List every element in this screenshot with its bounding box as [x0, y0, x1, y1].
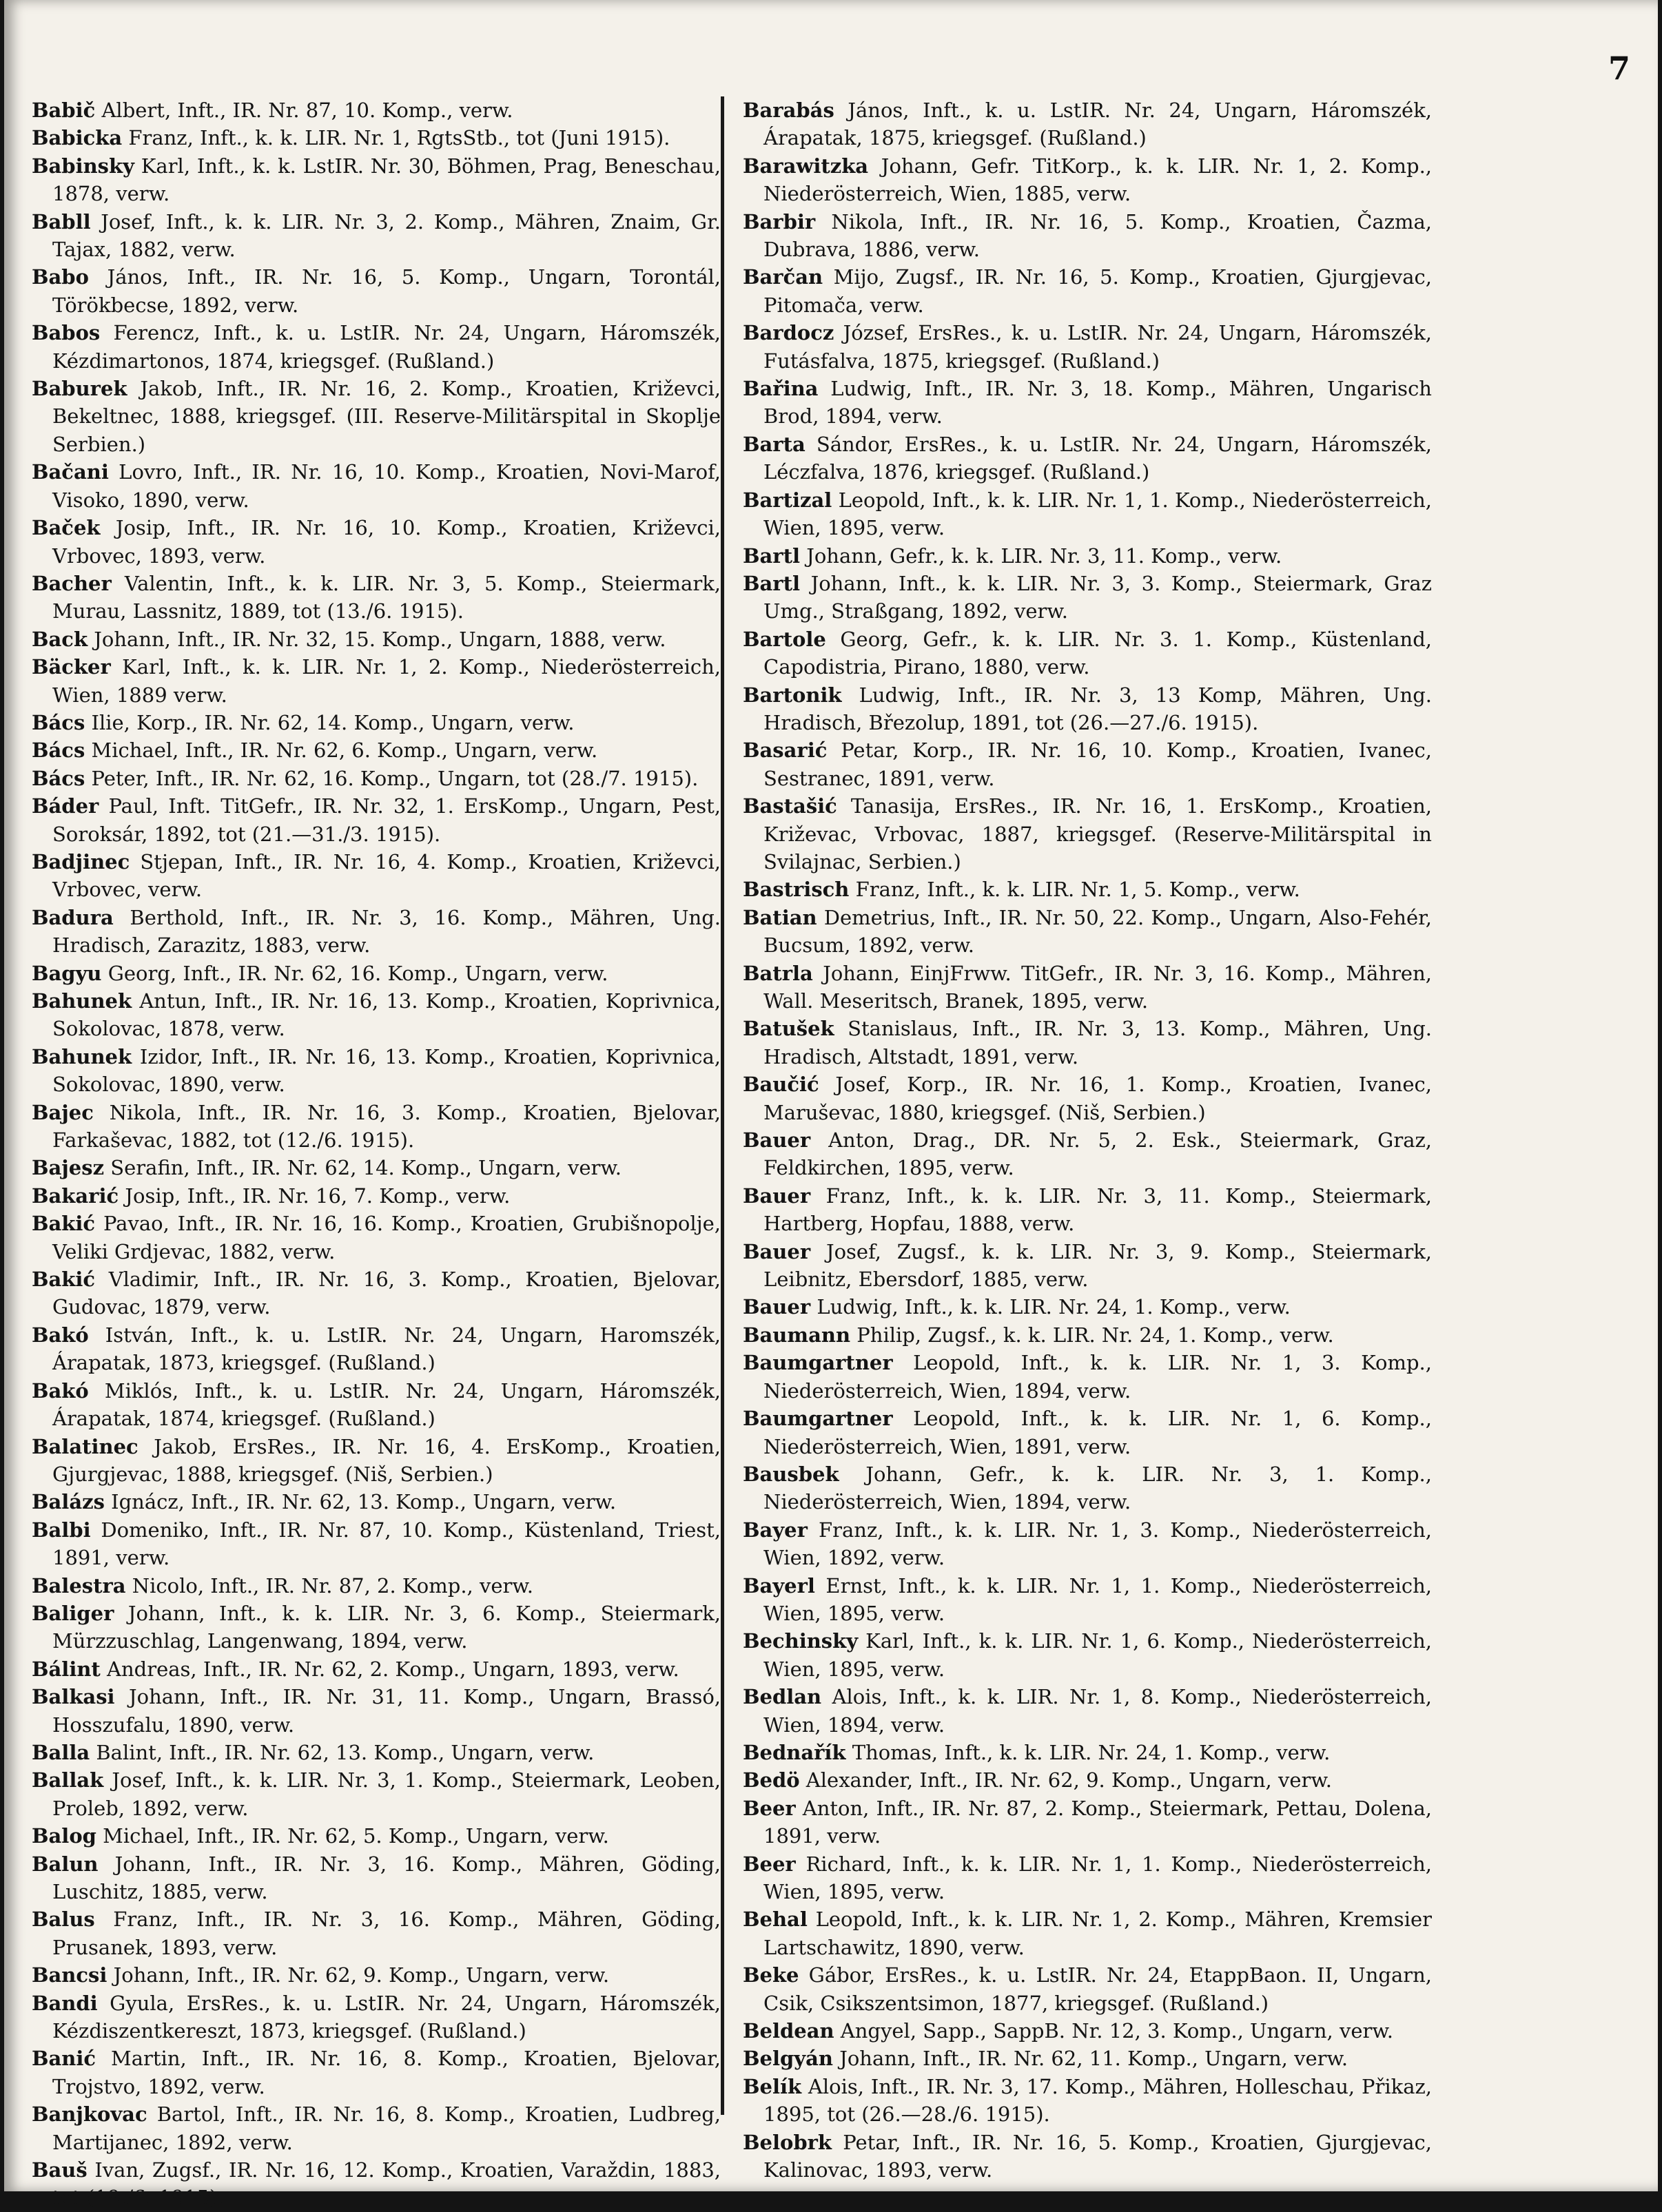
entry-details: Johann, Inft., IR. Nr. 31, 11. Komp., Ungarn, Brassó, Hosszufalu, 1890, verw. [52, 1685, 721, 1737]
list-item [743, 1182, 1432, 1238]
list-item [32, 987, 721, 1043]
list-item [32, 96, 721, 124]
list-item [32, 904, 721, 960]
entry-details: Karl, Inft., k. k. LIR. Nr. 1, 6. Komp., Niederösterreich, Wien, 1895, verw. [763, 1629, 1432, 1681]
list-item [32, 375, 721, 458]
entry-details: Nikola, Inft., IR. Nr. 16, 3. Komp., Kroatien, Bjelovar, Farkaševac, 1882, tot (12./6. 1915). [52, 1100, 721, 1152]
list-item [743, 1321, 1432, 1349]
list-item [32, 736, 721, 764]
list-item [743, 1795, 1432, 1850]
entry-surname: Barčan [743, 265, 823, 289]
list-item [32, 514, 721, 570]
list-item [32, 1210, 721, 1265]
entry-details: Johann, Inft., IR. Nr. 3, 16. Komp., Mähren, Göding, Luschitz, 1885, verw. [52, 1852, 721, 1903]
list-item [743, 1015, 1432, 1071]
entry-details: Petar, Korp., IR. Nr. 16, 10. Komp., Kroatien, Ivanec, Sestranec, 1891, verw. [763, 738, 1432, 790]
list-item [743, 570, 1432, 626]
list-item [32, 653, 721, 709]
entry-surname: Batušek [743, 1017, 834, 1041]
entry-details: Thomas, Inft., k. k. LIR. Nr. 24, 1. Komp., verw. [845, 1740, 1331, 1764]
entry-surname: Balatinec [32, 1434, 138, 1458]
entry-details: Stjepan, Inft., IR. Nr. 16, 4. Komp., Kroatien, Križevci, Vrbovec, verw. [52, 849, 721, 902]
list-item [743, 1071, 1432, 1126]
entry-details: Johann, Inft., IR. Nr. 32, 15. Komp., Ungarn, 1888, verw. [88, 627, 666, 651]
list-item [32, 2156, 721, 2212]
list-item [32, 1488, 721, 1516]
left-column [32, 96, 721, 2212]
entry-surname: Bancsi [32, 1963, 107, 1987]
entry-surname: Bakó [32, 1323, 89, 1347]
entry-details: Stanislaus, Inft., IR. Nr. 3, 13. Komp., Mähren, Ung. Hradisch, Altstadt, 1891, verw. [763, 1017, 1432, 1068]
entry-surname: Babll [32, 209, 91, 234]
entry-surname: Barta [743, 432, 806, 456]
entry-details: Johann, Inft., IR. Nr. 62, 11. Komp., Ungarn, verw. [832, 2047, 1348, 2071]
list-item [32, 1099, 721, 1155]
entry-surname: Bartole [743, 627, 826, 651]
entry-surname: Baburek [32, 377, 127, 401]
entry-surname: Bařina [743, 377, 819, 401]
entry-details: Johann, Inft., k. k. LIR. Nr. 3, 6. Komp., Steiermark, Mürzzuschlag, Langenwang, 1894, verw. [52, 1601, 721, 1653]
list-item [743, 486, 1432, 542]
list-item [32, 1182, 721, 1210]
entry-details: Johann, Gefr. TitKorp., k. k. LIR. Nr. 1, 2. Komp., Niederösterreich, Wien, 1885, verw. [763, 154, 1432, 206]
entry-details: Josef, Inft., k. k. LIR. Nr. 3, 2. Komp., Mähren, Znaim, Gr. Tajax, 1882, verw. [52, 209, 721, 262]
entry-details: Josef, Inft., k. k. LIR. Nr. 3, 1. Komp., Steiermark, Leoben, Proleb, 1892, verw. [52, 1768, 721, 1820]
list-item [743, 2045, 1432, 2072]
list-item [32, 1321, 721, 1377]
entry-surname: Bedlan [743, 1685, 822, 1709]
entry-details: Karl, Inft., k. k. LIR. Nr. 1, 2. Komp., Niederösterreich, Wien, 1889 verw. [52, 655, 721, 707]
entry-details: Nicolo, Inft., IR. Nr. 87, 2. Komp., verw. [125, 1573, 533, 1598]
entry-details: Karl, Inft., k. k. LstIR. Nr. 30, Böhmen, Prag, Beneschau, 1878, verw. [52, 154, 721, 206]
entry-surname: Belgyán [743, 2047, 833, 2071]
list-item [743, 904, 1432, 960]
entry-surname: Bakić [32, 1212, 96, 1236]
list-item [743, 1905, 1432, 1961]
list-item [32, 152, 721, 208]
entry-surname: Bauer [743, 1183, 811, 1208]
entry-surname: Báder [32, 794, 99, 818]
entry-details: Ernst, Inft., k. k. LIR. Nr. 1, 1. Komp., Niederösterreich, Wien, 1895, verw. [763, 1573, 1432, 1625]
entry-details: Serafin, Inft., IR. Nr. 62, 14. Komp., Ungarn, verw. [104, 1156, 622, 1180]
entry-details: Ignácz, Inft., IR. Nr. 62, 13. Komp., Ungarn, verw. [104, 1490, 617, 1514]
entry-surname: Balbi [32, 1518, 91, 1542]
entry-surname: Beer [743, 1796, 796, 1820]
entry-surname: Bakić [32, 1268, 96, 1292]
entry-details: Vladimir, Inft., IR. Nr. 16, 3. Komp., Kroatien, Bjelovar, Gudovac, 1879, verw. [52, 1268, 721, 1319]
list-item [743, 1516, 1432, 1572]
entry-details: Izidor, Inft., IR. Nr. 16, 13. Komp., Kroatien, Koprivnica, Sokolovac, 1890, verw. [52, 1044, 721, 1097]
entry-details: Peter, Inft., IR. Nr. 62, 16. Komp., Ungarn, tot (28./7. 1915). [85, 766, 699, 790]
list-item [32, 1961, 721, 1989]
entry-surname: Baumgartner [743, 1407, 893, 1431]
list-item [32, 1683, 721, 1739]
entry-details: Alois, Inft., k. k. LIR. Nr. 1, 8. Komp., Niederösterreich, Wien, 1894, verw. [763, 1685, 1432, 1737]
entry-surname: Bauer [743, 1295, 811, 1319]
entry-surname: Barbir [743, 209, 816, 234]
entry-details: Anton, Inft., IR. Nr. 87, 2. Komp., Steiermark, Pettau, Dolena, 1891, verw. [763, 1796, 1432, 1848]
entry-details: Michael, Inft., IR. Nr. 62, 6. Komp., Ungarn, verw. [85, 738, 598, 763]
entry-details: Georg, Inft., IR. Nr. 62, 16. Komp., Ungarn, verw. [101, 961, 608, 985]
entry-surname: Balestra [32, 1573, 126, 1598]
entry-details: Jakob, ErsRes., IR. Nr. 16, 4. ErsKomp., Kroatien, Gjurgjevac, 1888, kriegsgef. (Niš, Serbien.) [52, 1434, 721, 1486]
entry-surname: Batrla [743, 961, 813, 985]
entry-details: Josef, Korp., IR. Nr. 16, 1. Komp., Kroatien, Ivanec, Maruševac, 1880, kriegsgef. (Niš, Serbien.) [763, 1073, 1432, 1124]
entry-details: Franz, Inft., k. k. LIR. Nr. 1, RgtsStb., tot (Juni 1915). [122, 126, 670, 150]
page-number: 7 [1608, 50, 1630, 87]
entry-surname: Bastrisch [743, 878, 850, 902]
entry-surname: Bednařík [743, 1740, 846, 1764]
entry-surname: Bács [32, 738, 85, 763]
entry-details: Balint, Inft., IR. Nr. 62, 13. Komp., Ungarn, verw. [90, 1740, 595, 1764]
entry-details: Philip, Zugsf., k. k. LIR. Nr. 24, 1. Komp., verw. [850, 1323, 1334, 1347]
entry-details: Ilie, Korp., IR. Nr. 62, 14. Komp., Ungarn, verw. [85, 710, 575, 734]
entry-surname: Banić [32, 2047, 96, 2071]
entry-details: Ludwig, Inft., k. k. LIR. Nr. 24, 1. Komp., verw. [810, 1295, 1291, 1319]
entry-details: Sándor, ErsRes., k. u. LstIR. Nr. 24, Ungarn, Háromszék, Léczfalva, 1876, kriegsgef. (Rußland.) [763, 432, 1432, 484]
entry-surname: Bagyu [32, 961, 102, 985]
list-item [32, 1377, 721, 1433]
list-item [32, 1989, 721, 2045]
entry-details: Jakob, Inft., IR. Nr. 16, 2. Komp., Kroatien, Križevci, Bekeltnec, 1888, kriegsgef. (III. Reserve-Militärspital in Skoplje Serbien.) [52, 377, 721, 456]
entry-surname: Bartonik [743, 683, 842, 707]
entry-surname: Bartizal [743, 488, 832, 512]
entry-details: Leopold, Inft., k. k. LIR. Nr. 1, 3. Komp., Niederösterreich, Wien, 1894, verw. [763, 1351, 1432, 1403]
entry-surname: Belík [743, 2074, 802, 2098]
entry-details: Andreas, Inft., IR. Nr. 62, 2. Komp., Ungarn, 1893, verw. [100, 1657, 679, 1681]
entry-surname: Babinsky [32, 154, 134, 178]
entry-surname: Babič [32, 99, 96, 122]
entry-surname: Bastašić [743, 794, 837, 818]
list-item [743, 431, 1432, 486]
entry-surname: Babo [32, 265, 89, 289]
list-item [743, 2017, 1432, 2045]
entry-details: Franz, Inft., IR. Nr. 3, 16. Komp., Mähren, Göding, Prusanek, 1893, verw. [52, 1908, 721, 1959]
list-item [743, 681, 1432, 737]
entry-surname: Bandi [32, 1991, 98, 2015]
list-item [743, 2129, 1432, 2184]
entry-surname: Barawitzka [743, 154, 869, 178]
entry-surname: Bäcker [32, 655, 111, 679]
entry-surname: Bausbek [743, 1462, 839, 1486]
entry-details: István, Inft., k. u. LstIR. Nr. 24, Ungarn, Haromszék, Árapatak, 1873, kriegsgef. (Rußland.) [52, 1323, 721, 1375]
entry-surname: Bedö [743, 1768, 800, 1792]
list-item [743, 1683, 1432, 1739]
entry-surname: Bauer [743, 1239, 811, 1263]
list-item [32, 1905, 721, 1961]
entry-surname: Basarić [743, 738, 828, 763]
entry-details: Lovro, Inft., IR. Nr. 16, 10. Komp., Kroatien, Novi-Marof, Visoko, 1890, verw. [52, 460, 721, 512]
entry-surname: Bacher [32, 571, 112, 595]
entry-details: Johann, Inft., IR. Nr. 62, 9. Komp., Ungarn, verw. [107, 1963, 610, 1987]
entry-details: János, Inft., IR. Nr. 16, 5. Komp., Ungarn, Torontál, Törökbecse, 1892, verw. [52, 265, 721, 317]
entry-details: Josip, Inft., IR. Nr. 16, 10. Komp., Kroatien, Križevci, Vrbovec, 1893, verw. [52, 516, 721, 568]
list-item [32, 319, 721, 375]
list-item [743, 208, 1432, 264]
list-item [32, 570, 721, 626]
entry-surname: Bartl [743, 571, 800, 595]
entry-surname: Badjinec [32, 849, 130, 874]
entry-details: Ferencz, Inft., k. u. LstIR. Nr. 24, Ungarn, Háromszék, Kézdimartonos, 1874, kriegsgef. (Rußland.) [52, 321, 721, 373]
entry-surname: Baček [32, 516, 101, 540]
entry-surname: Bahunek [32, 1044, 132, 1068]
entry-details: Nikola, Inft., IR. Nr. 16, 5. Komp., Kroatien, Čazma, Dubrava, 1886, verw. [763, 209, 1432, 262]
entry-details: Ludwig, Inft., IR. Nr. 3, 13 Komp, Mähren, Ung. Hradisch, Březolup, 1891, tot (26.—27./6. 1915). [763, 683, 1432, 734]
entry-details: Alois, Inft., IR. Nr. 3, 17. Komp., Mähren, Holleschau, Přikaz, 1895, tot (26.—28./6. 1915). [763, 2074, 1432, 2127]
list-item [32, 2045, 721, 2100]
list-item [32, 1766, 721, 1822]
list-item [743, 1961, 1432, 2017]
list-item [32, 792, 721, 848]
entry-details: Johann, Gefr., k. k. LIR. Nr. 3, 11. Komp., verw. [800, 544, 1282, 568]
list-item [743, 876, 1432, 903]
list-item [743, 1460, 1432, 1516]
entry-surname: Bács [32, 766, 85, 790]
list-item [32, 208, 721, 264]
entry-surname: Bardocz [743, 321, 834, 345]
entry-details: Richard, Inft., k. k. LIR. Nr. 1, 1. Komp., Niederösterreich, Wien, 1895, verw. [763, 1852, 1432, 1903]
list-item [743, 1349, 1432, 1405]
entry-surname: Bauš [32, 2158, 88, 2182]
entry-details: Mijo, Zugsf., IR. Nr. 16, 5. Komp., Kroatien, Gjurgjevac, Pitomača, verw. [763, 265, 1432, 317]
entry-surname: Balla [32, 1740, 90, 1764]
entry-details: Johann, Gefr., k. k. LIR. Nr. 3, 1. Komp., Niederösterreich, Wien, 1894, verw. [763, 1462, 1432, 1514]
list-item [32, 1850, 721, 1906]
entry-details: Leopold, Inft., k. k. LIR. Nr. 1, 1. Komp., Niederösterreich, Wien, 1895, verw. [763, 488, 1432, 540]
entry-details: Georg, Gefr., k. k. LIR. Nr. 3. 1. Komp., Küstenland, Capodistria, Pirano, 1880, verw. [763, 627, 1432, 679]
list-item [32, 1655, 721, 1683]
entry-surname: Belobrk [743, 2130, 832, 2154]
entry-details: József, ErsRes., k. u. LstIR. Nr. 24, Ungarn, Háromszék, Futásfalva, 1875, kriegsgef. (Rußland.) [763, 321, 1432, 373]
entry-details: Franz, Inft., k. k. LIR. Nr. 3, 11. Komp., Steiermark, Hartberg, Hopfau, 1888, verw. [763, 1183, 1432, 1236]
entry-details: Johann, EinjFrww. TitGefr., IR. Nr. 3, 16. Komp., Mähren, Wall. Meseritsch, Branek, 1895, verw. [763, 961, 1432, 1013]
entry-surname: Bechinsky [743, 1629, 859, 1653]
list-item [32, 765, 721, 792]
entry-details: Alexander, Inft., IR. Nr. 62, 9. Komp., Ungarn, verw. [799, 1768, 1332, 1792]
column-divider [721, 96, 724, 2115]
entry-details: János, Inft., k. u. LstIR. Nr. 24, Ungarn, Háromszék, Árapatak, 1875, kriegsgef. (Rußland.) [763, 99, 1432, 150]
document-page [4, 0, 1658, 2210]
entry-details: Demetrius, Inft., IR. Nr. 50, 22. Komp., Ungarn, Also-Fehér, Bucsum, 1892, verw. [763, 905, 1432, 958]
entry-surname: Baumann [743, 1323, 851, 1347]
entry-details: Gyula, ErsRes., k. u. LstIR. Nr. 24, Ungarn, Háromszék, Kézdiszentkereszt, 1873, kriegsgef. (Rußland.) [52, 1991, 721, 2043]
list-item [743, 152, 1432, 208]
entry-details: Gábor, ErsRes., k. u. LstIR. Nr. 24, EtappBaon. II, Ungarn, Csik, Csikszentsimon, 1877, kriegsgef. (Rußland.) [763, 1963, 1432, 2015]
entry-surname: Bács [32, 710, 85, 734]
list-item [32, 960, 721, 987]
entry-surname: Balkasi [32, 1685, 115, 1709]
entry-surname: Beke [743, 1963, 799, 1987]
list-item [32, 458, 721, 514]
list-item [743, 1766, 1432, 1794]
entry-details: Pavao, Inft., IR. Nr. 16, 16. Komp., Kroatien, Grubišnopolje, Veliki Grdjevac, 1882, verw. [52, 1212, 721, 1263]
list-item [743, 1850, 1432, 1906]
list-item [743, 960, 1432, 1015]
entry-details: Bartol, Inft., IR. Nr. 16, 8. Komp., Kroatien, Ludbreg, Martijanec, 1892, verw. [52, 2102, 721, 2154]
list-item [32, 1572, 721, 1600]
entry-details: Franz, Inft., k. k. LIR. Nr. 1, 5. Komp., verw. [849, 878, 1300, 902]
list-item [743, 736, 1432, 792]
entry-surname: Bauer [743, 1128, 811, 1152]
list-item [32, 848, 721, 904]
list-item [743, 1126, 1432, 1182]
entry-surname: Bahunek [32, 989, 132, 1013]
entry-details: Josip, Inft., IR. Nr. 16, 7. Komp., verw. [119, 1183, 511, 1208]
entry-surname: Barabás [743, 99, 834, 122]
entry-surname: Beer [743, 1852, 796, 1876]
entry-surname: Balog [32, 1824, 96, 1848]
entry-surname: Bayer [743, 1518, 808, 1542]
entry-surname: Ballak [32, 1768, 104, 1792]
entry-surname: Babos [32, 321, 101, 345]
list-item [32, 1043, 721, 1099]
entry-surname: Bálint [32, 1657, 101, 1681]
entry-details: Leopold, Inft., k. k. LIR. Nr. 1, 6. Komp., Niederösterreich, Wien, 1891, verw. [763, 1407, 1432, 1458]
entry-surname: Balus [32, 1908, 95, 1932]
entry-surname: Bayerl [743, 1573, 815, 1598]
list-item [32, 1822, 721, 1850]
list-item [32, 626, 721, 653]
entry-details: Michael, Inft., IR. Nr. 62, 5. Komp., Ungarn, verw. [96, 1824, 609, 1848]
entry-surname: Bačani [32, 460, 109, 484]
entry-surname: Balázs [32, 1490, 105, 1514]
entry-details: Berthold, Inft., IR. Nr. 3, 16. Komp., Mähren, Ung. Hradisch, Zarazitz, 1883, verw. [52, 905, 721, 958]
entry-details: Albert, Inft., IR. Nr. 87, 10. Komp., verw. [95, 99, 513, 122]
list-item [743, 1572, 1432, 1628]
list-item [743, 263, 1432, 319]
entry-surname: Beldean [743, 2019, 834, 2043]
list-item [32, 1433, 721, 1489]
entry-surname: Bakarić [32, 1183, 119, 1208]
entry-surname: Behal [743, 1908, 808, 1932]
list-item [743, 626, 1432, 681]
list-item [743, 1238, 1432, 1294]
entry-details: Valentin, Inft., k. k. LIR. Nr. 3, 5. Komp., Steiermark, Murau, Lassnitz, 1889, tot (13./6. 1915). [52, 571, 721, 623]
list-item [32, 1516, 721, 1572]
entry-details: Domeniko, Inft., IR. Nr. 87, 10. Komp., Küstenland, Triest, 1891, verw. [52, 1518, 721, 1570]
list-item [743, 1627, 1432, 1683]
list-item [32, 2100, 721, 2156]
entry-details: Angyel, Sapp., SappB. Nr. 12, 3. Komp., Ungarn, verw. [834, 2019, 1393, 2043]
list-item [743, 792, 1432, 876]
entry-details: Martin, Inft., IR. Nr. 16, 8. Komp., Kroatien, Bjelovar, Trojstvo, 1892, verw. [52, 2047, 721, 2098]
list-item [743, 375, 1432, 431]
entry-details: Josef, Zugsf., k. k. LIR. Nr. 3, 9. Komp., Steiermark, Leibnitz, Ebersdorf, 1885, verw. [763, 1239, 1432, 1292]
entry-surname: Batian [743, 905, 817, 929]
entry-surname: Back [32, 627, 88, 651]
entry-surname: Bakó [32, 1378, 89, 1403]
entry-details: Ivan, Zugsf., IR. Nr. 16, 12. Komp., Kroatien, Varaždin, 1883, tot (19./6. 1915). [52, 2158, 721, 2210]
list-item [32, 1739, 721, 1766]
entry-details: Antun, Inft., IR. Nr. 16, 13. Komp., Kroatien, Koprivnica, Sokolovac, 1878, verw. [52, 989, 721, 1041]
entry-surname: Babicka [32, 126, 123, 150]
list-item [32, 1154, 721, 1181]
entry-details: Leopold, Inft., k. k. LIR. Nr. 1, 2. Komp., Mähren, Kremsier Lartschawitz, 1890, verw. [763, 1908, 1432, 1959]
entry-surname: Baliger [32, 1601, 114, 1625]
list-item [32, 263, 721, 319]
entry-details: Johann, Inft., k. k. LIR. Nr. 3, 3. Komp., Steiermark, Graz Umg., Straßgang, 1892, verw. [763, 571, 1432, 623]
entry-details: Miklós, Inft., k. u. LstIR. Nr. 24, Ungarn, Háromszék, Árapatak, 1874, kriegsgef. (Rußland.) [52, 1378, 721, 1431]
list-item [743, 542, 1432, 570]
list-item [32, 709, 721, 736]
list-item [32, 124, 721, 152]
entry-details: Franz, Inft., k. k. LIR. Nr. 1, 3. Komp., Niederösterreich, Wien, 1892, verw. [763, 1518, 1432, 1570]
entry-surname: Bajec [32, 1100, 94, 1124]
list-item [32, 1600, 721, 1655]
list-item [743, 96, 1432, 152]
list-item [743, 319, 1432, 375]
list-item [743, 2073, 1432, 2129]
list-item [743, 1293, 1432, 1321]
entry-surname: Bajesz [32, 1156, 105, 1180]
entry-surname: Baučić [743, 1073, 819, 1097]
entry-surname: Baumgartner [743, 1351, 893, 1375]
entry-details: Paul, Inft. TitGefr., IR. Nr. 32, 1. ErsKomp., Ungarn, Pest, Soroksár, 1892, tot (21.—31./3. 1915). [52, 794, 721, 846]
entry-surname: Banjkovac [32, 2102, 147, 2127]
entry-surname: Bartl [743, 544, 800, 568]
list-item [743, 1405, 1432, 1460]
entry-details: Tanasija, ErsRes., IR. Nr. 16, 1. ErsKomp., Kroatien, Križevac, Vrbovac, 1887, kriegsgef. (Reserve-Militärspital in Svilajnac, Serbien.) [763, 794, 1432, 874]
entry-details: Ludwig, Inft., IR. Nr. 3, 18. Komp., Mähren, Ungarisch Brod, 1894, verw. [763, 377, 1432, 428]
list-item [743, 1739, 1432, 1766]
entry-details: Anton, Drag., DR. Nr. 5, 2. Esk., Steiermark, Graz, Feldkirchen, 1895, verw. [763, 1128, 1432, 1180]
entry-surname: Balun [32, 1852, 99, 1876]
entry-surname: Badura [32, 905, 114, 929]
list-item [32, 1265, 721, 1321]
entry-details: Petar, Inft., IR. Nr. 16, 5. Komp., Kroatien, Gjurgjevac, Kalinovac, 1893, verw. [763, 2130, 1432, 2182]
right-column [743, 96, 1432, 2184]
